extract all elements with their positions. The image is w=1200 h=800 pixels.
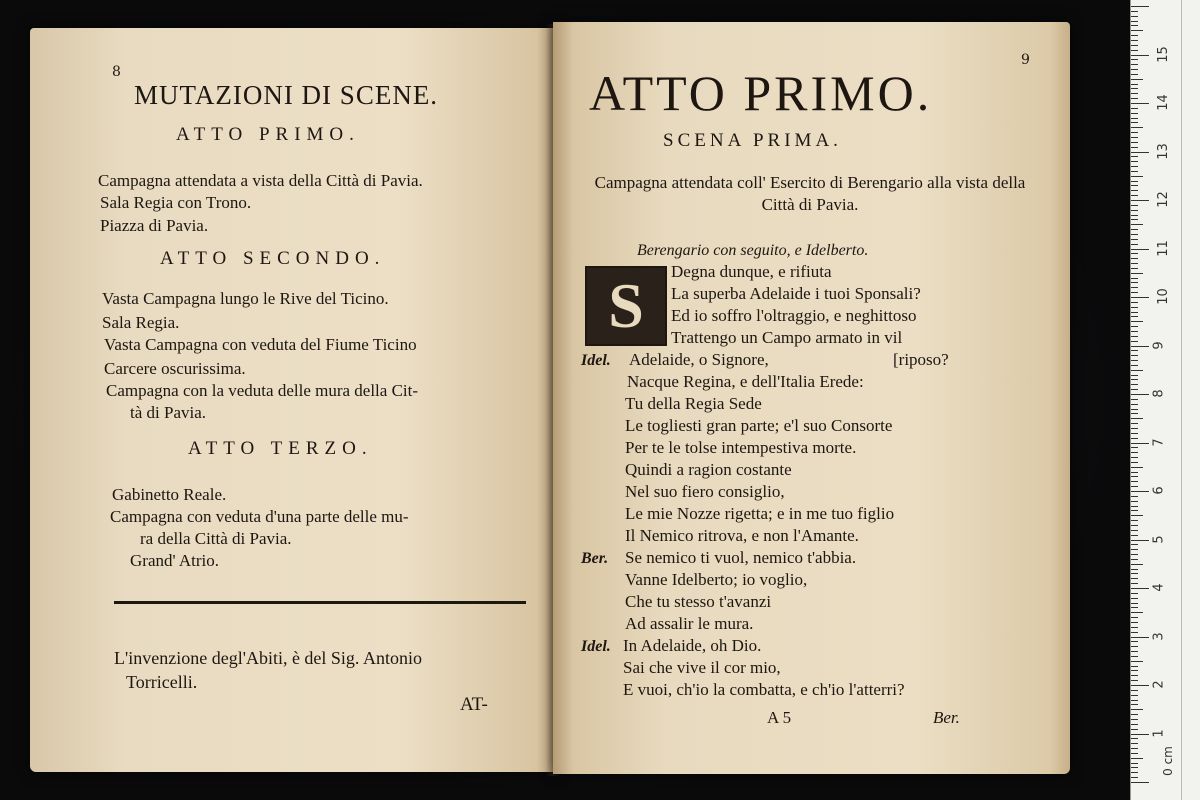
ruler-tick (1131, 302, 1138, 303)
ruler-tick (1131, 700, 1138, 701)
ruler-tick (1131, 161, 1138, 162)
ruler-tick (1131, 472, 1138, 473)
scene-line: Grand' Atrio. (130, 551, 219, 570)
ruler-tick (1131, 772, 1138, 773)
verse-runover: [riposo? (893, 350, 949, 369)
ruler-number: 15 (1155, 45, 1171, 63)
ruler-tick (1131, 748, 1138, 749)
ruler-tick (1131, 777, 1138, 778)
ruler-tick (1131, 21, 1138, 22)
verse-line: Degna dunque, e rifiuta (671, 262, 832, 281)
ruler-tick (1131, 724, 1138, 725)
ruler-tick (1131, 35, 1138, 36)
ruler-tick (1131, 738, 1138, 739)
ruler-tick (1131, 501, 1138, 502)
ruler-tick (1131, 55, 1149, 56)
ruler-tick (1131, 336, 1138, 337)
ruler-unit: 0 cm (1160, 746, 1175, 776)
left-page-title: MUTAZIONI DI SCENE. (134, 80, 439, 110)
scene-line: tà di Pavia. (130, 403, 207, 422)
ruler-tick (1131, 544, 1138, 545)
ruler-tick (1131, 675, 1138, 676)
ruler-number: 3 (1151, 631, 1167, 641)
ruler-tick (1131, 399, 1138, 400)
ruler-tick (1131, 278, 1138, 279)
ruler-tick (1131, 147, 1138, 148)
ruler-tick (1131, 355, 1138, 356)
ruler-tick (1131, 45, 1138, 46)
ruler-tick (1131, 360, 1138, 361)
ruler-tick (1131, 685, 1149, 686)
ruler-tick (1131, 423, 1138, 424)
act-heading: ATTO SECONDO. (160, 248, 386, 269)
credit-line (114, 646, 422, 694)
ruler-tick (1131, 249, 1149, 250)
ruler-tick (1131, 632, 1138, 633)
verse-line: Ad assalir le mura. (625, 614, 754, 633)
ruler-tick (1131, 714, 1138, 715)
ruler-tick (1131, 316, 1138, 317)
ruler-tick (1131, 743, 1138, 744)
act-heading: ATTO PRIMO. (176, 124, 360, 145)
ruler-tick (1131, 709, 1143, 710)
ruler-tick (1131, 88, 1138, 89)
scene-line: Vasta Campagna lungo le Rive del Ticino. (102, 289, 389, 308)
ruler-tick (1131, 627, 1138, 628)
ruler-tick (1131, 418, 1143, 419)
ruler-tick (1131, 554, 1138, 555)
ruler-number: 2 (1151, 680, 1167, 689)
ruler-tick (1131, 651, 1138, 652)
ruler-tick (1131, 661, 1143, 662)
ruler-tick (1131, 244, 1138, 245)
ruler-tick (1131, 234, 1138, 235)
ruler-tick (1131, 108, 1138, 109)
ruler-tick (1131, 734, 1149, 735)
ruler-tick (1131, 258, 1138, 259)
ruler-tick (1131, 476, 1138, 477)
ruler-tick (1131, 617, 1138, 618)
act-heading: ATTO TERZO. (188, 438, 373, 459)
ruler-tick (1131, 666, 1138, 667)
credit-line-2: Torricelli. (126, 672, 198, 692)
ruler-tick (1131, 292, 1138, 293)
ruler-tick (1131, 287, 1138, 288)
verse-line: Vanne Idelberto; io voglio, (625, 570, 808, 589)
ruler-tick (1131, 326, 1138, 327)
ruler-tick (1131, 346, 1149, 347)
verse-line: Il Nemico ritrova, e non l'Amante. (625, 526, 859, 545)
scene-line: Sala Regia con Trono. (100, 193, 252, 212)
verse-line: In Adelaide, oh Dio. (623, 636, 762, 655)
scene-line: Carcere oscurissima. (104, 359, 246, 378)
ruler-tick (1131, 30, 1143, 31)
ruler-tick (1131, 491, 1149, 492)
catchword: AT- (460, 694, 488, 715)
ruler-tick (1131, 646, 1138, 647)
ruler-number: 5 (1151, 534, 1167, 544)
speaker-label: Idel. (581, 352, 611, 369)
ruler-tick (1131, 142, 1138, 143)
scene-line: Sala Regia. (102, 313, 180, 332)
ruler-tick (1131, 641, 1138, 642)
ruler-tick (1131, 171, 1138, 172)
speaker-label: Idel. (581, 638, 611, 655)
scene-setting: Campagna attendata coll' Esercito di Berengario alla vista della Città di Pavia. (594, 173, 1026, 214)
ruler-tick (1131, 384, 1138, 385)
ruler-tick (1131, 525, 1138, 526)
scene-line: Gabinetto Reale. (112, 485, 227, 504)
ruler-tick (1131, 370, 1143, 371)
ruler-tick (1131, 185, 1138, 186)
ruler-tick (1131, 603, 1138, 604)
ruler-number: 14 (1155, 94, 1171, 111)
ruler-tick (1131, 268, 1138, 269)
ruler-number: 13 (1155, 142, 1171, 160)
ruler-tick (1131, 607, 1138, 608)
ruler-tick (1131, 695, 1138, 696)
ruler-tick (1131, 93, 1138, 94)
left-page-number: 8 (112, 64, 121, 80)
ruler-tick (1131, 282, 1138, 283)
ruler-tick (1131, 433, 1138, 434)
ruler-tick (1131, 559, 1138, 560)
verse-line: Nacque Regina, e dell'Italia Erede: (627, 372, 864, 391)
ruler-tick (1131, 486, 1138, 487)
ruler-tick (1131, 166, 1138, 167)
ruler-tick (1131, 506, 1138, 507)
ruler-tick (1131, 598, 1138, 599)
verse-line: Se nemico ti vuol, nemico t'abbia. (625, 548, 857, 567)
verse-line: Che tu stesso t'avanzi (625, 592, 772, 611)
ruler-tick (1131, 331, 1138, 332)
ruler-tick (1131, 103, 1149, 104)
ruler-number: 1 (1151, 728, 1167, 738)
ruler-tick (1131, 729, 1138, 730)
ruler-edge (1181, 0, 1182, 800)
ruler-tick (1131, 404, 1138, 405)
ruler-tick (1131, 540, 1149, 541)
ruler-tick (1131, 113, 1138, 114)
ruler-tick (1131, 569, 1138, 570)
ruler-tick (1131, 312, 1138, 313)
verse-line: Ed io soffro l'oltraggio, e neghittoso (671, 306, 917, 325)
ruler-tick (1131, 496, 1138, 497)
ruler-tick (1131, 578, 1138, 579)
ruler-tick (1131, 690, 1138, 691)
ruler-tick (1131, 452, 1138, 453)
ruler-tick (1131, 375, 1138, 376)
ruler-tick (1131, 263, 1138, 264)
ruler-tick (1131, 137, 1138, 138)
ruler-number: 9 (1151, 340, 1167, 350)
ruler-number: 8 (1151, 389, 1167, 398)
verse-line: Trattengo un Campo armato in vil (671, 328, 903, 347)
ruler-number: 4 (1151, 583, 1167, 592)
ruler-tick (1131, 583, 1138, 584)
ruler-tick (1131, 195, 1138, 196)
ruler-tick (1131, 593, 1138, 594)
ruler-tick (1131, 394, 1149, 395)
scene-line: ra della Città di Pavia. (140, 529, 292, 548)
scene-line: Vasta Campagna con veduta del Fiume Ticino (104, 335, 417, 354)
ruler-tick (1131, 443, 1149, 444)
ruler-tick (1131, 229, 1138, 230)
credit-line-1: L'invenzione degl'Abiti, è del Sig. Antonio (114, 648, 422, 668)
verse-line: Nel suo fiero consiglio, (625, 482, 785, 501)
ruler-tick (1131, 719, 1138, 720)
ruler-tick (1131, 782, 1149, 783)
right-page-title: ATTO PRIMO. (589, 65, 933, 121)
ruler-tick (1131, 205, 1138, 206)
ruler-tick (1131, 588, 1149, 589)
ruler-tick (1131, 457, 1138, 458)
ruler-tick (1131, 670, 1138, 671)
ruler-tick (1131, 253, 1138, 254)
ruler-tick (1131, 767, 1138, 768)
verse-line: Per te le tolse intempestiva morte. (625, 438, 857, 457)
ruler-tick (1131, 127, 1143, 128)
ruler-tick (1131, 413, 1138, 414)
left-page (30, 28, 558, 772)
scene-line: Campagna con la veduta delle mura della Cit- (106, 381, 419, 400)
ruler-tick (1131, 573, 1138, 574)
ruler-tick (1131, 50, 1138, 51)
ruler-tick (1131, 25, 1138, 26)
ruler-tick (1131, 549, 1138, 550)
speaker-label: Ber. (581, 550, 609, 567)
ruler-tick (1131, 321, 1143, 322)
ruler-tick (1131, 215, 1138, 216)
ruler-tick (1131, 341, 1138, 342)
ruler-tick (1131, 763, 1138, 764)
ruler-tick (1131, 428, 1138, 429)
ruler-tick (1131, 219, 1138, 220)
ruler-tick (1131, 6, 1149, 7)
ruler-tick (1131, 84, 1138, 85)
right-page-number: 9 (1021, 52, 1030, 68)
ruler-number: 7 (1151, 437, 1167, 447)
scene-line: Campagna con veduta d'una parte delle mu- (110, 507, 409, 526)
ruler-tick (1131, 520, 1138, 521)
ruler-tick (1131, 210, 1138, 211)
ruler-tick (1131, 181, 1138, 182)
ruler-tick (1131, 462, 1138, 463)
ruler-number: 10 (1155, 288, 1171, 305)
ruler-tick (1131, 64, 1138, 65)
ruler-tick (1131, 156, 1138, 157)
ruler-tick (1131, 758, 1143, 759)
ruler-tick (1131, 190, 1138, 191)
ruler-tick (1131, 132, 1138, 133)
ruler-tick (1131, 622, 1138, 623)
ruler-tick (1131, 389, 1138, 390)
ruler-tick (1131, 79, 1143, 80)
ruler-tick (1131, 239, 1138, 240)
verse-line: Sai che vive il cor mio, (623, 658, 781, 677)
persons-line: Berengario con seguito, e Idelberto. (637, 242, 869, 259)
ruler-number: 11 (1155, 239, 1171, 257)
verse-line: Adelaide, o Signore, (629, 350, 769, 369)
ruler-number: 6 (1151, 486, 1167, 495)
ruler-tick (1131, 481, 1138, 482)
ruler-tick (1131, 176, 1143, 177)
ruler-tick (1131, 365, 1138, 366)
verse-line: Le togliesti gran parte; e'l suo Consorte (625, 416, 893, 435)
scene-line: Campagna attendata a vista della Città di Pavia. (98, 171, 423, 190)
ruler-tick (1131, 350, 1138, 351)
scene-line: Piazza di Pavia. (100, 216, 209, 235)
ruler-tick (1131, 74, 1138, 75)
ruler-tick (1131, 11, 1138, 12)
ruler-tick (1131, 680, 1138, 681)
ruler-tick (1131, 656, 1138, 657)
ruler-tick (1131, 122, 1138, 123)
right-page (553, 22, 1070, 774)
ruler-tick (1131, 637, 1149, 638)
verse-line: Tu della Regia Sede (625, 394, 762, 413)
ruler-tick (1131, 152, 1149, 153)
divider-rule (114, 601, 526, 604)
ruler-tick (1131, 530, 1138, 531)
ruler-tick (1131, 200, 1149, 201)
ruler-tick (1131, 438, 1138, 439)
measuring-ruler (1130, 0, 1200, 800)
ruler-tick (1131, 307, 1138, 308)
ruler-tick (1131, 273, 1143, 274)
ruler-tick (1131, 564, 1143, 565)
ruler-tick (1131, 510, 1138, 511)
ruler-tick (1131, 409, 1138, 410)
ruler-tick (1131, 224, 1143, 225)
ruler-tick (1131, 704, 1138, 705)
ruler-tick (1131, 535, 1138, 536)
ruler-tick (1131, 98, 1138, 99)
drop-cap: S (585, 266, 667, 346)
verse-line: La superba Adelaide i tuoi Sponsali? (671, 284, 921, 303)
ruler-tick (1131, 379, 1138, 380)
ruler-tick (1131, 467, 1143, 468)
ruler-tick (1131, 753, 1138, 754)
ruler-tick (1131, 16, 1138, 17)
verse-line: Quindi a ragion costante (625, 460, 792, 479)
verse-line: Le mie Nozze rigetta; e in me tuo figlio (625, 504, 895, 523)
verse-line: E vuoi, ch'io la combatta, e ch'io l'atterri? (623, 680, 905, 699)
ruler-number: 12 (1155, 191, 1171, 208)
ruler-tick (1131, 40, 1138, 41)
catchword: Ber. (933, 708, 960, 727)
ruler-tick (1131, 612, 1143, 613)
ruler-tick (1131, 59, 1138, 60)
ruler-tick (1131, 69, 1138, 70)
signature-mark: A 5 (767, 708, 792, 727)
ruler-tick (1131, 515, 1143, 516)
scene-heading: SCENA PRIMA. (663, 130, 842, 151)
ruler-tick (1131, 118, 1138, 119)
ruler-tick (1131, 297, 1149, 298)
ruler-tick (1131, 447, 1138, 448)
